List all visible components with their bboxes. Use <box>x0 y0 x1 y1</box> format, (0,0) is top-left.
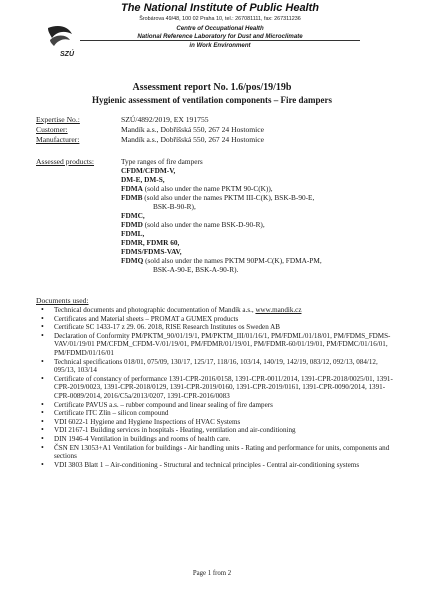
documents-used-label: Documents used: <box>36 296 89 305</box>
centre-name: Centre of Occupational Health <box>176 25 264 32</box>
product-line: Type ranges of fire dampers <box>121 157 203 166</box>
institute-name: The National Institute of Public Health <box>120 2 319 14</box>
product-line: FDMQ (sold also under the names PKTM 90PM-C(K), FDMA-PM, <box>121 256 322 265</box>
document-item: • ČSN EN 13053+A1 Ventilation for buildings - Air handling units - Rating and performance for units, components and sections <box>36 444 396 461</box>
product-line: DM-E, DM-S, <box>121 175 165 184</box>
customer-value: Mandík a.s., Dobříšská 550, 267 24 Hostomice <box>121 125 265 134</box>
manufacturer-label: Manufacturer: <box>36 135 80 144</box>
document-item: • Certificate of constancy of performance 1391-CPR-2016/0158, 1391-CPR-0011/2014, 1391-CPR-2018/0025/01, 1391-CPR-2019/0023, 1391-CPR-2018/0129, 1391-CPR-2019/0160, 1391-CPR-2019/0161, 1391-CPR-0090/2014, 1391-CPR-0089/2014, 2016/C5a/2013/0207, 1391-CPR-2016/0083 <box>36 375 396 401</box>
document-item: • Technical specifications 018/01, 075/09, 130/17, 125/17, 118/16, 103/14, 140/19, 142/19, 083/12, 092/13, 084/12, 095/13, 103/14 <box>36 358 396 375</box>
mandik-link[interactable]: www.mandik.cz <box>255 306 302 314</box>
document-item: • Certificate ITC Zlín – silicon compound <box>36 409 396 418</box>
svg-text:SZÚ: SZÚ <box>60 51 74 58</box>
product-line: FDMA (sold also under the name PKTM 90-C(K)), <box>121 184 273 193</box>
laboratory-name: National Reference Laboratory for Dust and Microclimate <box>137 33 303 40</box>
product-line: BSK-A-90-E, BSK-A-90-R). <box>153 265 239 274</box>
szu-logo <box>44 24 80 58</box>
expertise-value: SZÚ/4892/2019, EX 191755 <box>121 115 209 124</box>
document-item: • Certificate SC 1433-17 z 29. 06. 2018, RISE Research Institutes os Sweden AB <box>36 323 396 332</box>
product-line: FDMC, <box>121 211 145 220</box>
document-item: • DIN 1946-4 Ventilation in buildings and rooms of health care. <box>36 435 396 444</box>
assessed-products-list <box>121 157 401 274</box>
product-line: FDMR, FDMR 60, <box>121 238 180 247</box>
report-title: Assessment report No. 1.6/pos/19/19b <box>132 82 292 93</box>
manufacturer-value: Mandík a.s., Dobříšská 550, 267 24 Hostomice <box>121 135 265 144</box>
header-rule <box>80 40 360 41</box>
report-subtitle: Hygienic assessment of ventilation components – Fire dampers <box>91 95 333 105</box>
expertise-label: Expertise No.: <box>36 115 80 124</box>
document-item: • Technical documents and photographic documentation of Mandík a.s., www.mandik.cz <box>36 306 396 315</box>
document-item: • VDI 3803 Blatt 1 – Air-conditioning - Structural and technical principles - Central air-conditioning systems <box>36 461 396 470</box>
product-line: CFDM/CFDM-V, <box>121 166 176 175</box>
document-item: • Certificate PAVUS a.s. – rubber compound and linear sealing of fire dampers <box>36 401 396 410</box>
product-line: FDMB (sold also under the names PKTM III-C(K), BSK-B-90-E, <box>121 193 315 202</box>
document-item: • Declaration of Conformity PM/PKTM_90/01/19/1, PM/PKTM_III/01/16/1, PM/FDML/01/18/01, PM/FDMS_FDMS-VAV/01/19/01 PM/CFDM_CFDM-V/01/19/01, PM/FDMR/01/19/01, PM/FDMR-60/01/19/01, PM/FDMC/01/16/01, PM/FDMD/01/16/01 <box>36 332 396 358</box>
document-item: • VDI 2167-1 Building services in hospitals - Heating, ventilation and air-conditioning <box>36 426 396 435</box>
product-line: FDML, <box>121 229 145 238</box>
documents-list <box>36 306 396 469</box>
product-line: FDMD (sold also under the name BSK-D-90-R), <box>121 220 265 229</box>
document-item: • Certificates and Material sheets – PROMAT a GUMEX products <box>36 315 396 324</box>
customer-label: Customer: <box>36 125 68 134</box>
laboratory-environment: in Work Environment <box>189 42 251 49</box>
page-number: Page 1 from 2 <box>192 570 232 577</box>
institute-address: Šrobárova 49/48, 100 02 Praha 10, tel.: 267081111, fax: 267311236 <box>139 16 301 22</box>
document-item: • VDI 6022-1 Hygiene and Hygiene Inspections of HVAC Systems <box>36 418 396 427</box>
product-line: BSK-B-90-R), <box>153 202 196 211</box>
assessed-products-label: Assessed products: <box>36 157 95 166</box>
product-line: FDMS/FDMS-VAV, <box>121 247 182 256</box>
